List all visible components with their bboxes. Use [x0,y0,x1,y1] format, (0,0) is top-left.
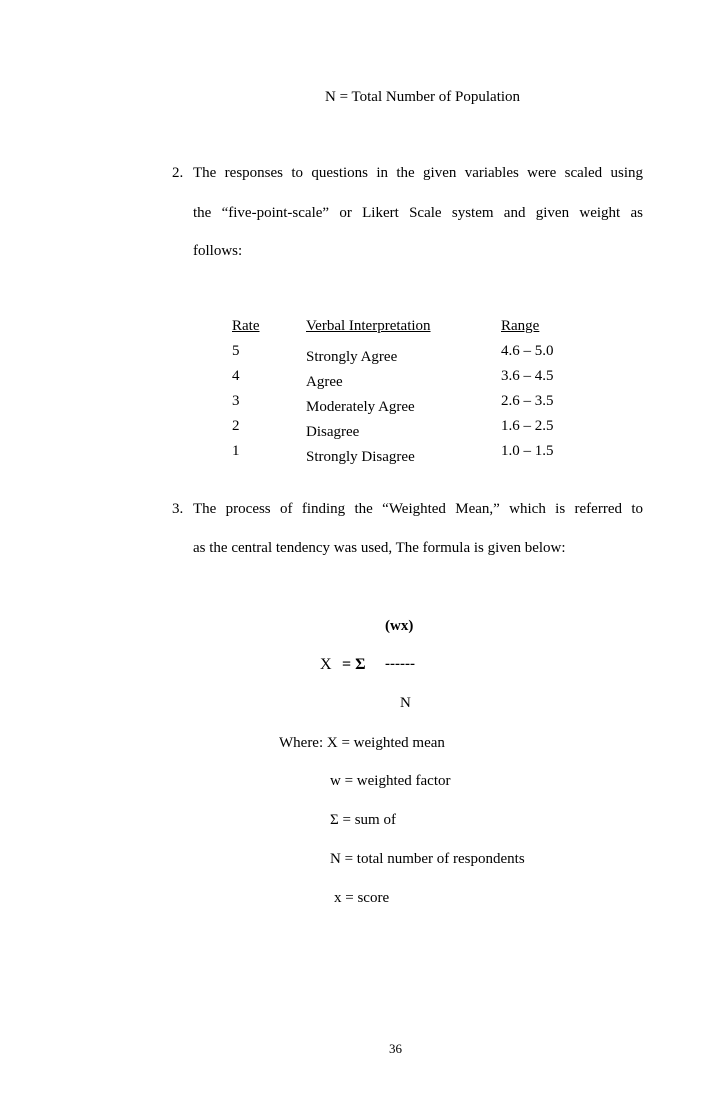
page-number: 36 [389,1041,402,1056]
table-cell-rate: 3 [232,393,240,409]
table-cell-rate: 1 [232,443,240,459]
formula-lhs: X [320,656,332,673]
item3-line2: as the central tendency was used, The formula is given below: [193,540,566,556]
legend-w: w = weighted factor [330,773,451,789]
formula-denominator: N [400,695,411,711]
table-cell-interpretation: Disagree [306,424,360,440]
table-cell-rate: 5 [232,343,240,359]
table-cell-range: 2.6 – 3.5 [501,393,554,409]
legend-sigma: Σ = sum of [330,812,396,828]
population-definition: N = Total Number of Population [325,89,521,105]
table-cell-interpretation: Agree [306,374,343,390]
item3-line1: The process of finding the “Weighted Mean,” which is referred to [193,501,643,517]
table-cell-interpretation: Moderately Agree [306,399,415,415]
table-cell-range: 1.6 – 2.5 [501,418,554,434]
item3-number: 3. [172,501,184,517]
table-cell-range: 3.6 – 4.5 [501,368,554,384]
formula-numerator: (wx) [385,618,414,634]
table-header-range: Range [501,318,540,334]
legend-score: x = score [334,890,390,906]
table-cell-range: 1.0 – 1.5 [501,443,554,459]
table-cell-rate: 2 [232,418,240,434]
table-cell-interpretation: Strongly Agree [306,349,398,365]
legend-n: N = total number of respondents [330,851,525,867]
table-header-interpretation: Verbal Interpretation [306,318,431,334]
table-cell-range: 4.6 – 5.0 [501,343,554,359]
formula-fraction-bar: ------ [385,656,415,672]
item2-line1: The responses to questions in the given variables were scaled using [193,165,643,181]
formula-equals-sigma: = Σ [342,656,366,673]
table-cell-interpretation: Strongly Disagree [306,449,415,465]
table-cell-rate: 4 [232,368,240,384]
item2-line2: the “five-point-scale” or Likert Scale system and given weight as [193,205,643,221]
item2-number: 2. [172,165,184,181]
legend-x: Where: X = weighted mean [279,735,445,751]
item2-line3: follows: [193,243,243,259]
table-header-rate: Rate [232,318,260,334]
